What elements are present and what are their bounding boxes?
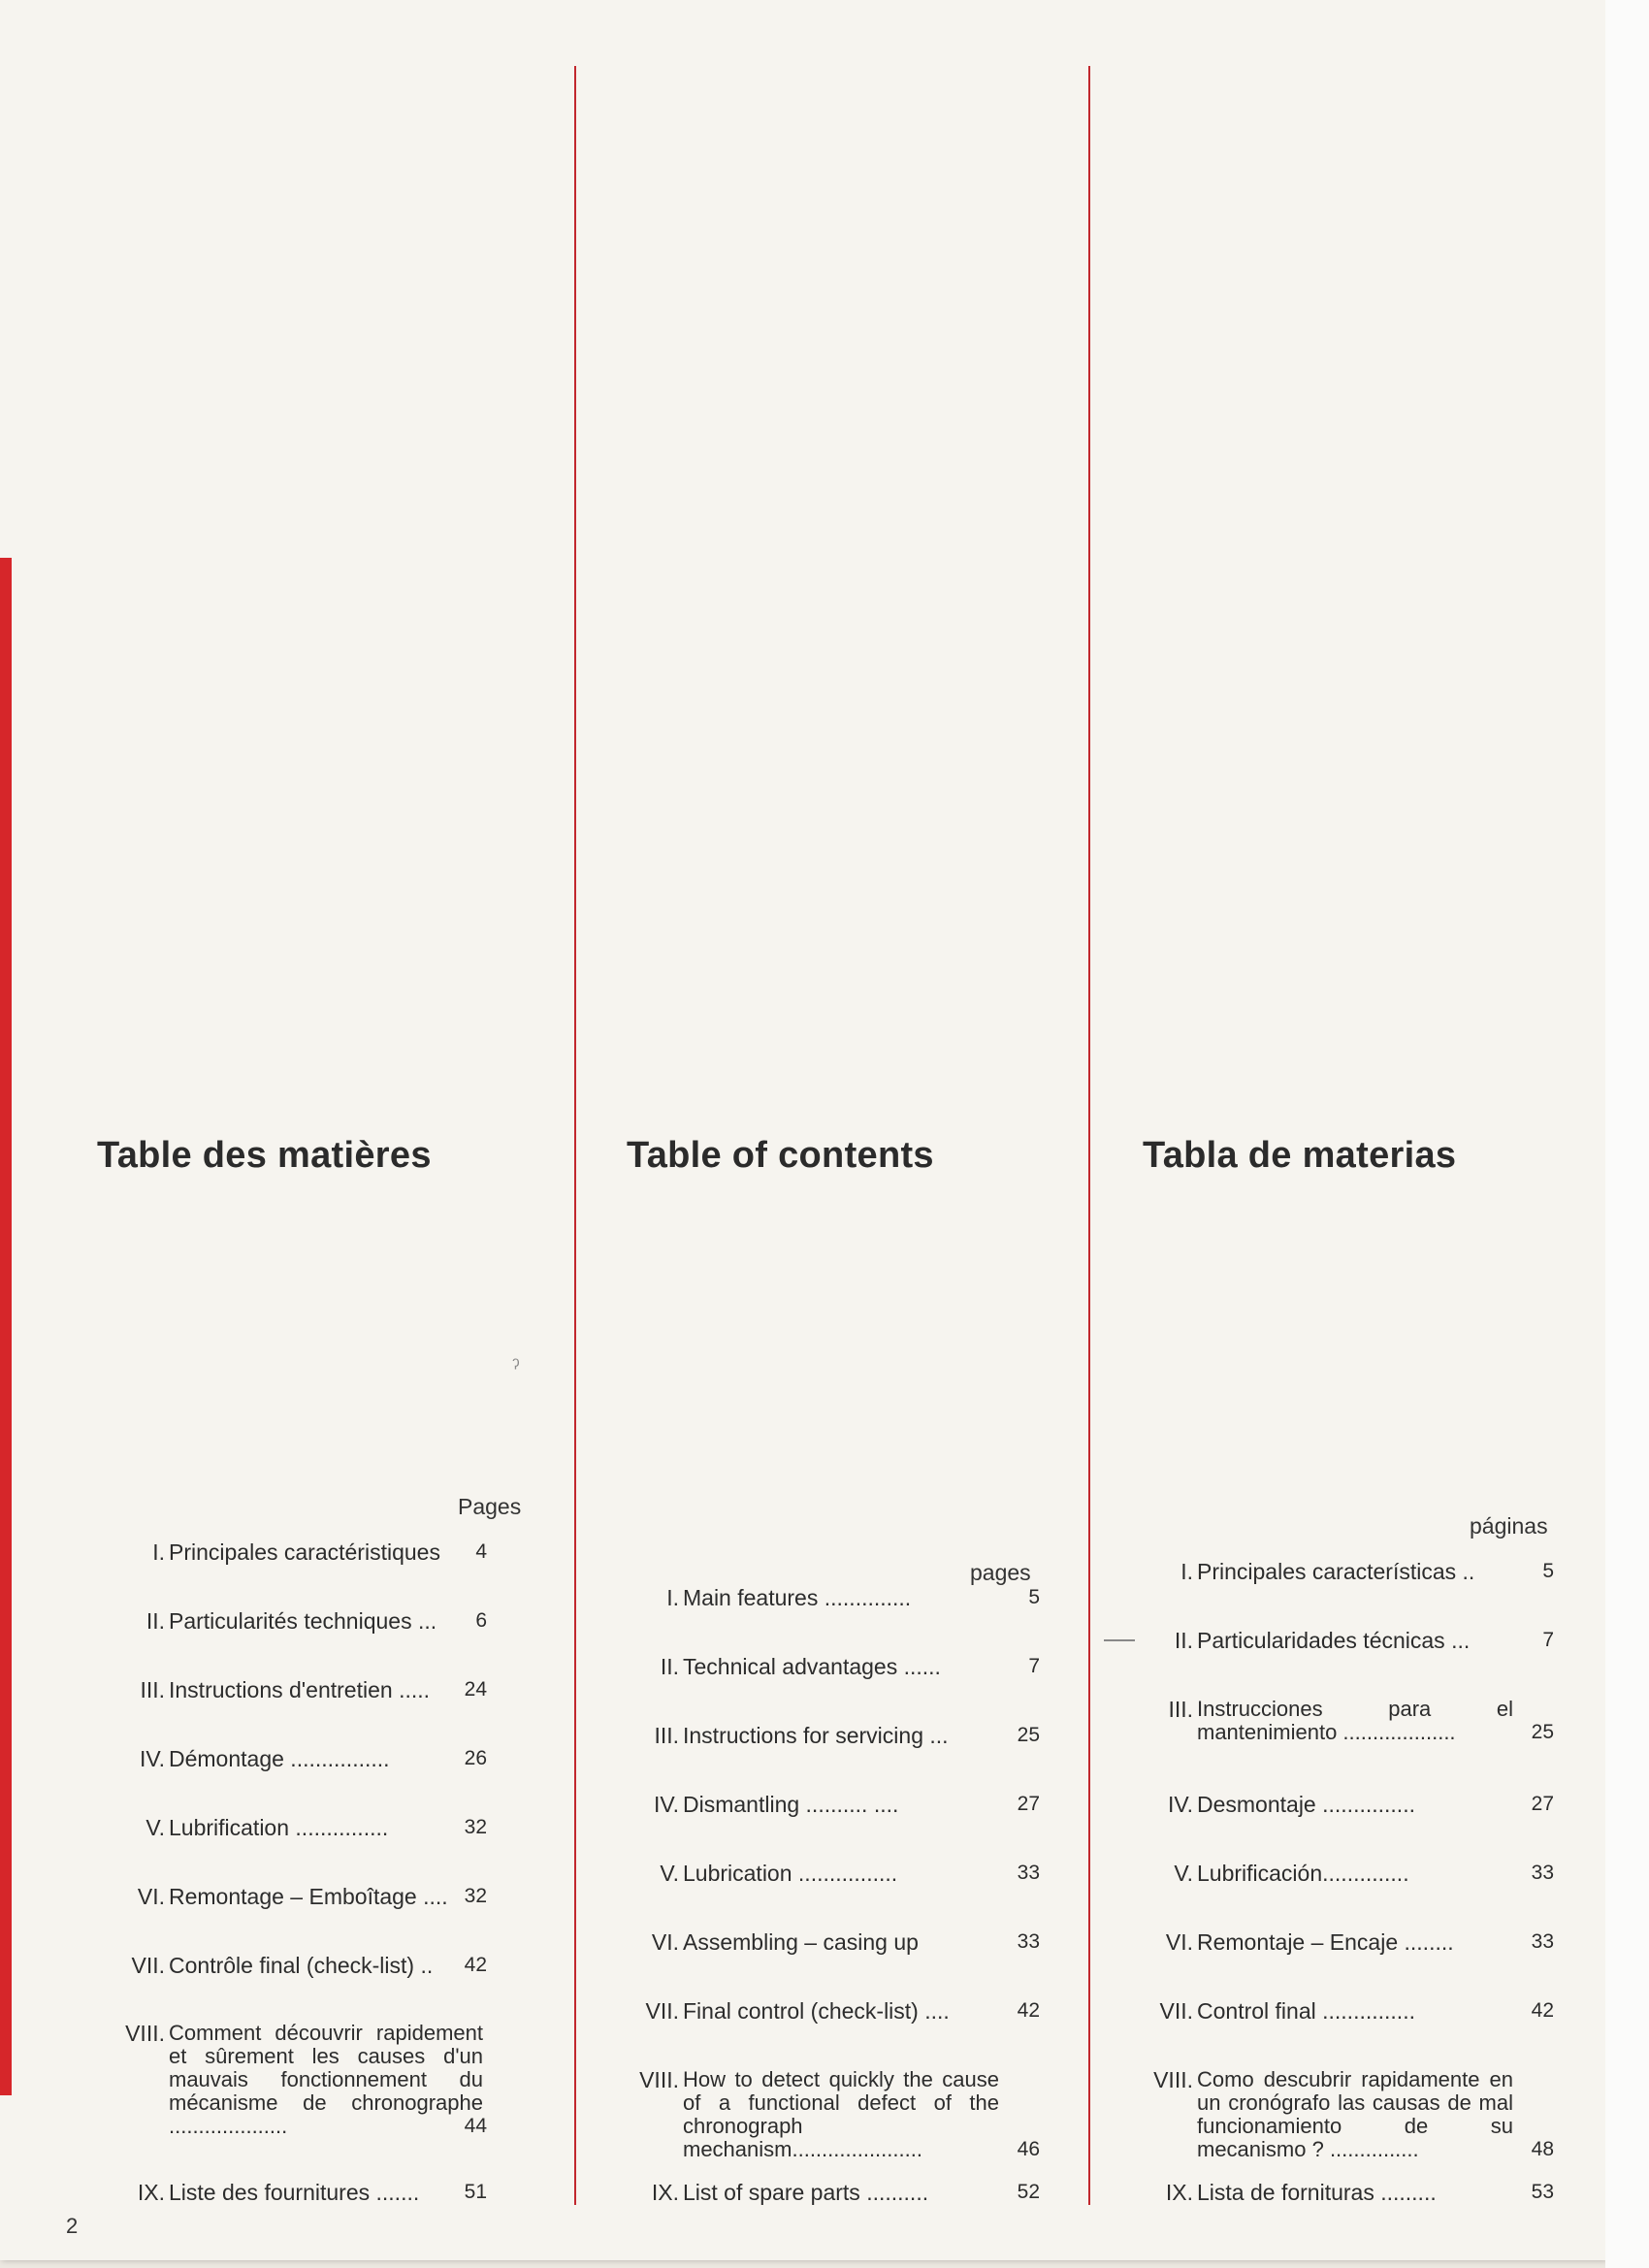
entry-number: IX. (137, 2180, 165, 2205)
stray-pencil-mark: ˀ (512, 1355, 520, 1379)
entry-number: I. (1180, 1559, 1193, 1584)
entry-number: I. (666, 1585, 679, 1610)
entry-title: Principales caractéristiques (169, 1539, 440, 1565)
entry-title: Principales características .. (1197, 1559, 1475, 1584)
entry-title: Liste des fournitures ....... (169, 2180, 420, 2205)
pages-label: páginas (1470, 1513, 1548, 1539)
entry-number: II. (660, 1654, 679, 1679)
entry-number: VI. (651, 1929, 679, 1955)
entry-page: 44 (464, 2115, 487, 2137)
entry-title: Instrucciones para el mantenimiento ................... (1197, 1697, 1513, 1744)
column-title: Table of contents (627, 1135, 934, 1176)
entry-page: 5 (1028, 1586, 1040, 1608)
pencil-dash-mark (1104, 1639, 1135, 1641)
entry-page: 24 (464, 1678, 487, 1701)
entry-page: 33 (1531, 1862, 1554, 1884)
entry-number: V. (146, 1815, 165, 1840)
entry-page: 26 (464, 1747, 487, 1769)
entry-page: 46 (1017, 2138, 1040, 2160)
entry-title: Lubrificación.............. (1197, 1861, 1409, 1886)
entry-title: Como descubrir rapidamente en un cronógrafo las causas de mal funcionamiento de su mecanismo ? ............... (1197, 2067, 1513, 2161)
entry-number: III. (654, 1723, 679, 1748)
entry-title: List of spare parts .......... (683, 2180, 929, 2205)
entry-page: 42 (1531, 1999, 1554, 2022)
entry-title: How to detect quickly the cause of a functional defect of the chronograph mechanism...................... (683, 2067, 999, 2161)
column-title: Table des matières (97, 1135, 432, 1176)
entry-number: I. (152, 1539, 165, 1565)
entry-number: IX. (651, 2180, 679, 2205)
entry-number: II. (146, 1608, 165, 1634)
entry-number: VI. (137, 1884, 165, 1909)
entry-page: 42 (1017, 1999, 1040, 2022)
entry-page: 7 (1028, 1655, 1040, 1677)
entry-number: III. (140, 1677, 165, 1702)
pages-label: Pages (458, 1494, 522, 1519)
entry-number: VII. (645, 1998, 679, 2024)
entry-page: 6 (475, 1609, 487, 1632)
entry-number: VIII. (125, 2021, 165, 2046)
entry-page: 27 (1531, 1793, 1554, 1815)
entry-title: Instructions d'entretien ..... (169, 1677, 431, 1702)
entry-title: Lubrication ................ (683, 1861, 898, 1886)
entry-page: 42 (464, 1954, 487, 1976)
entry-page: 5 (1542, 1560, 1554, 1582)
entry-page: 25 (1017, 1724, 1040, 1746)
scan-edge (1605, 0, 1649, 2268)
entry-page: 48 (1531, 2138, 1554, 2160)
entry-page: 53 (1531, 2181, 1554, 2203)
entry-title: Assembling – casing up (683, 1929, 919, 1955)
column-divider-left (574, 66, 576, 2205)
entry-number: VII. (1159, 1998, 1193, 2024)
entry-title: Main features .............. (683, 1585, 912, 1610)
entry-title: Desmontaje ............... (1197, 1792, 1415, 1817)
entry-title: Instructions for servicing ... (683, 1723, 949, 1748)
red-edge-tab (0, 558, 12, 2095)
entry-title: Remontaje – Encaje ........ (1197, 1929, 1454, 1955)
entry-page: 7 (1542, 1629, 1554, 1651)
entry-title: Control final ............... (1197, 1998, 1415, 2024)
entry-title: Dismantling .......... .... (683, 1792, 899, 1817)
entry-number: IX. (1165, 2180, 1193, 2205)
entry-number: VIII. (1153, 2067, 1193, 2092)
entry-title: Contrôle final (check-list) .. (169, 1953, 434, 1978)
entry-title: Lista de fornituras ......... (1197, 2180, 1437, 2205)
entry-title: Final control (check-list) .... (683, 1998, 950, 2024)
page-number: 2 (66, 2214, 79, 2238)
pages-label: pages (970, 1560, 1031, 1585)
entry-title: Technical advantages ...... (683, 1654, 941, 1679)
column-divider-right (1088, 66, 1090, 2205)
entry-number: VIII. (639, 2067, 679, 2092)
entry-number: VI. (1165, 1929, 1193, 1955)
entry-title: Remontage – Emboîtage .... (169, 1884, 448, 1909)
entry-number: IV. (1167, 1792, 1193, 1817)
entry-page: 32 (464, 1885, 487, 1907)
entry-title: Particularidades técnicas ... (1197, 1628, 1471, 1653)
entry-number: IV. (139, 1746, 165, 1771)
entry-number: V. (660, 1861, 679, 1886)
entry-page: 4 (475, 1540, 487, 1563)
entry-number: V. (1174, 1861, 1193, 1886)
entry-page: 33 (1017, 1862, 1040, 1884)
entry-page: 33 (1531, 1930, 1554, 1953)
entry-number: III. (1168, 1697, 1193, 1722)
entry-page: 25 (1531, 1721, 1554, 1743)
entry-page: 32 (464, 1816, 487, 1838)
entry-page: 27 (1017, 1793, 1040, 1815)
entry-title: Démontage ................ (169, 1746, 390, 1771)
entry-page: 51 (464, 2181, 487, 2203)
entry-page: 52 (1017, 2181, 1040, 2203)
entry-title: Comment découvrir rapidement et sûrement les causes d'un mauvais fonctionnement du mécanisme de chronographe .................... (169, 2021, 483, 2138)
entry-number: II. (1174, 1628, 1193, 1653)
entry-number: IV. (653, 1792, 679, 1817)
entry-title: Particularités techniques ... (169, 1608, 437, 1634)
entry-page: 33 (1017, 1930, 1040, 1953)
column-title: Tabla de materias (1143, 1135, 1457, 1176)
entry-number: VII. (131, 1953, 165, 1978)
entry-title: Lubrification ............... (169, 1815, 389, 1840)
